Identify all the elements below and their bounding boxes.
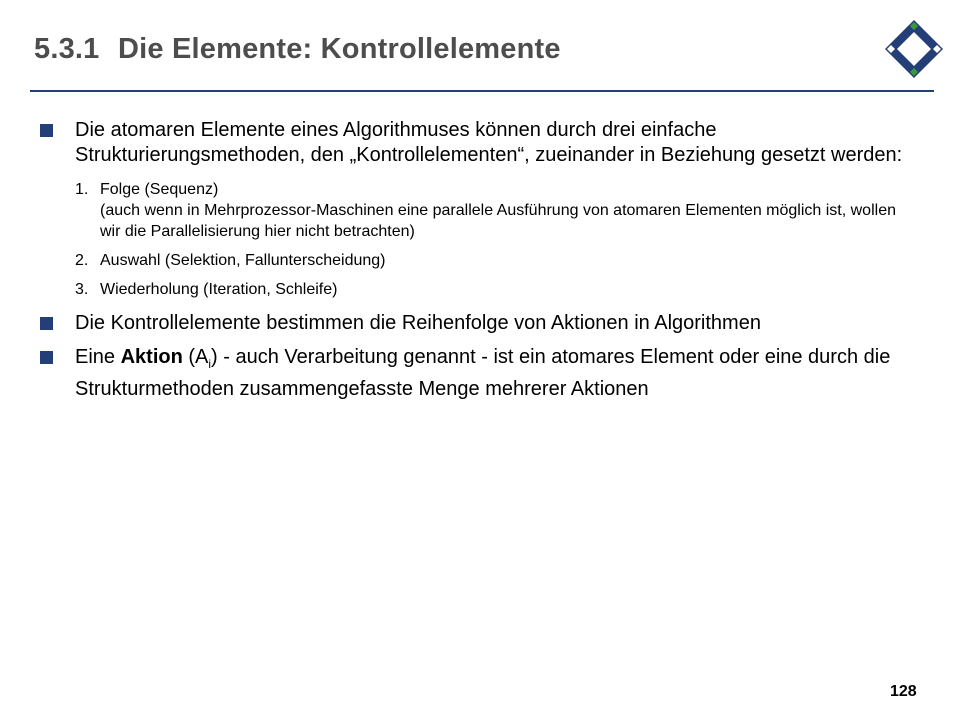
bullet-square-icon <box>40 351 53 364</box>
sub-item-label: Folge (Sequenz) <box>100 181 219 198</box>
bullet-suffix: ) - auch Verarbeitung genannt - ist ein atomares Element oder eine durch die Strukturmethoden zusammengefasste Menge mehrerer Aktionen <box>75 346 891 400</box>
bullet-text: Die atomaren Elemente eines Algorithmuses können durch drei einfache Strukturierungsmethoden, den „Kontrollelementen“, zueinander in Beziehung gesetzt werden: <box>75 119 903 166</box>
bullet-item <box>40 345 910 402</box>
bullet-item <box>40 311 910 336</box>
sub-item-number: 3. <box>75 281 89 298</box>
sub-item-label: Wiederholung (Iteration, Schleife) <box>100 281 338 298</box>
subscript: i <box>208 357 212 371</box>
bullet-square-icon <box>40 317 53 330</box>
bullet-item <box>40 118 910 300</box>
sub-item-number: 2. <box>75 252 89 269</box>
bullet-prefix: Eine <box>75 346 121 368</box>
sub-list <box>75 179 910 300</box>
page-number: 128 <box>890 683 917 700</box>
sub-list-item <box>75 279 910 300</box>
sub-item-note: (auch wenn in Mehrprozessor-Maschinen eine parallele Ausführung von atomaren Elementen möglich ist, wollen wir die Parallelisierung hier nicht betrachten) <box>100 202 896 240</box>
sub-item-number: 1. <box>75 181 89 198</box>
slide-title <box>34 33 561 66</box>
bullet-square-icon <box>40 124 53 137</box>
section-number: 5.3.1 <box>34 33 100 65</box>
sub-item-label: Auswahl (Selektion, Fallunterscheidung) <box>100 252 386 269</box>
sub-list-item <box>75 179 910 242</box>
bullet-list <box>40 118 910 411</box>
sub-list-item <box>75 250 910 271</box>
bullet-text <box>75 345 910 402</box>
title-divider <box>30 90 934 92</box>
title-text: Die Elemente: Kontrollelemente <box>118 33 561 65</box>
bold-term: Aktion <box>120 346 183 368</box>
bullet-text: Die Kontrollelemente bestimmen die Reihenfolge von Aktionen in Algorithmen <box>75 312 761 334</box>
diamond-logo-icon <box>883 18 945 80</box>
bullet-text-part: (A <box>182 346 209 368</box>
